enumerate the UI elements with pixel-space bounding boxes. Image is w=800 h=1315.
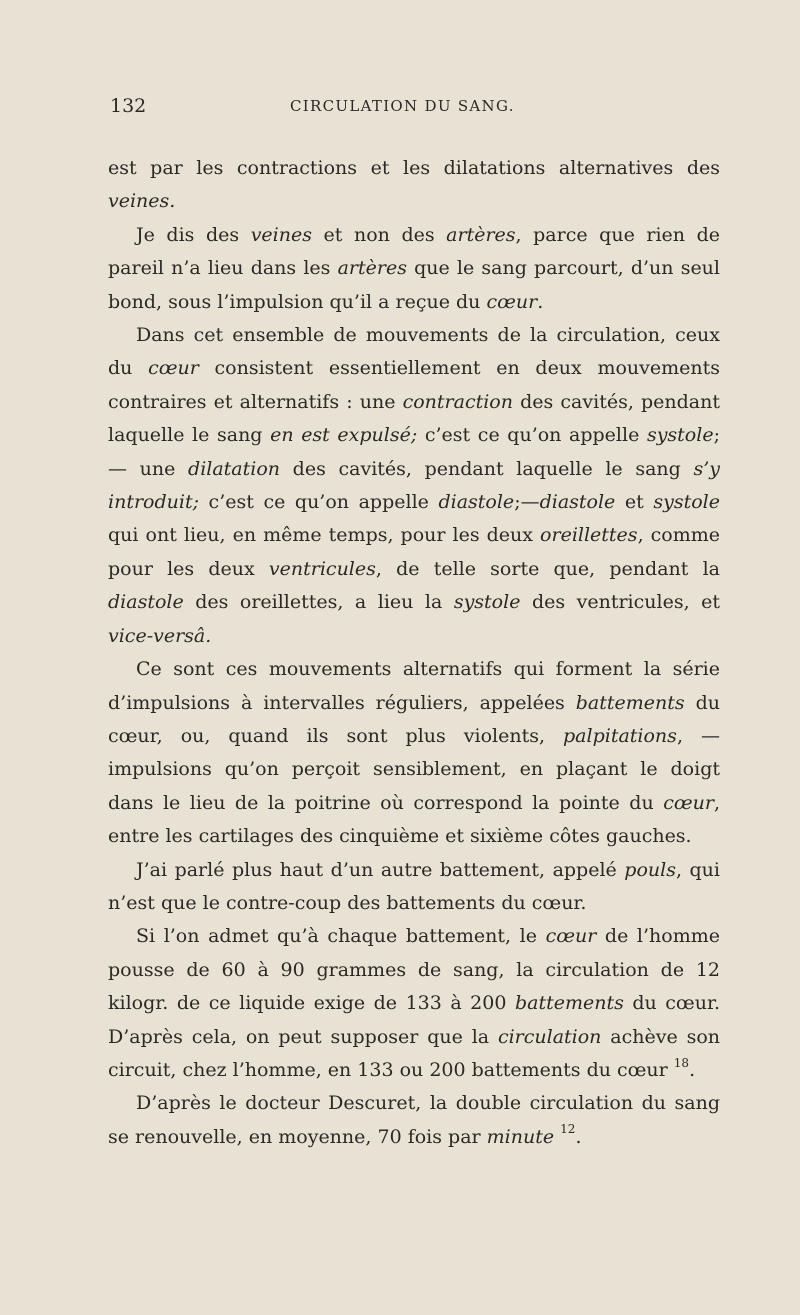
text-run: J’ai parlé plus haut d’un autre battement, appelé — [136, 858, 625, 881]
text-run: des cavités, pendant laquelle le sang — [108, 390, 720, 447]
italic-text: ventricules — [268, 557, 376, 580]
text-run: , entre les cartilages des cinquième et sixième côtes gauches. — [108, 791, 720, 848]
text-run: c’est ce qu’on appelle — [417, 424, 647, 447]
text-run: , de telle sorte que, pendant la — [375, 557, 720, 580]
footnote-marker: 18 — [673, 1055, 690, 1070]
text-run: D’après le docteur Descuret, la double circulation du sang se renouvelle, en moyenne, 70 fois par — [108, 1092, 720, 1148]
text-run: c’est ce qu’on appelle — [198, 491, 439, 514]
text-run: que le sang parcourt, d’un seul bond, sous l’impulsion qu’il a reçue du — [108, 257, 720, 313]
italic-text: artères — [337, 257, 407, 280]
body-text — [108, 152, 720, 1154]
italic-text: battements — [514, 992, 624, 1015]
text-run: achève son circuit, chez l’homme, en 133 ou 200 battements du cœur — [108, 1025, 720, 1081]
text-run: des oreillettes, a lieu la — [183, 591, 454, 614]
italic-text: cœur — [486, 290, 538, 313]
paragraph — [108, 653, 720, 853]
text-run: consistent essentiellement en deux mouvements contraires et alternatifs : une — [108, 357, 720, 413]
italic-text: diastole — [539, 491, 616, 514]
italic-text: systole — [646, 424, 714, 447]
italic-text: systole — [653, 491, 720, 514]
text-run: Dans cet ensemble de mouvements de la circulation, ceux du — [108, 324, 720, 380]
text-run: des ventricules, et — [520, 591, 720, 614]
text-run: ;— — [514, 491, 540, 514]
paragraph — [108, 1087, 720, 1154]
italic-text: dilatation — [188, 457, 281, 480]
paragraph — [108, 854, 720, 921]
text-run: . — [537, 290, 544, 313]
italic-text: cœur — [545, 925, 597, 948]
page-header — [110, 95, 720, 125]
paragraph — [108, 319, 720, 653]
text-run: Je dis des — [136, 223, 251, 246]
italic-text: cœur — [148, 357, 199, 380]
text-run: est par les contractions et les dilatations alternatives des — [108, 157, 720, 179]
italic-text: diastole — [108, 591, 184, 614]
text-run: ; — une — [108, 424, 720, 480]
text-run: . — [689, 1058, 696, 1081]
text-run: du cœur, ou, quand ils sont plus violents, — [108, 691, 720, 747]
paragraph — [108, 152, 720, 219]
text-run: qui ont lieu, en même temps, pour les deux — [108, 524, 541, 547]
text-run: , comme pour les deux — [108, 524, 721, 580]
italic-text: circulation — [497, 1025, 602, 1048]
text-run: , — impulsions qu’on perçoit sensiblement, en plaçant le doigt dans le lieu de la poitrine où correspond la pointe du — [108, 724, 720, 814]
italic-text: veines. — [108, 190, 176, 213]
paragraph — [108, 920, 720, 1087]
text-run: de l’homme pousse de 60 à 90 grammes de sang, la circulation de 12 kilogr. de ce liquide exige de 133 à 200 — [108, 925, 720, 1015]
italic-text: pouls — [624, 858, 676, 881]
text-run: des cavités, pendant laquelle le sang — [280, 457, 694, 480]
footnote-marker: 12 — [560, 1122, 576, 1137]
italic-text: vice-versâ. — [108, 624, 212, 647]
paragraph — [108, 219, 720, 319]
text-run: Si l’on admet qu’à chaque battement, le — [136, 925, 546, 948]
italic-text: contraction — [402, 390, 513, 413]
italic-text: palpitations — [563, 724, 677, 747]
text-run: et — [615, 491, 654, 514]
text-run: . — [575, 1125, 582, 1148]
italic-text: en est expulsé; — [270, 424, 418, 447]
text-run: Ce sont ces mouvements alternatifs qui forment la série d’impulsions à intervalles réguliers, appelées — [108, 658, 720, 714]
italic-text: battements — [575, 691, 685, 714]
running-title: CIRCULATION DU SANG. — [290, 97, 515, 115]
text-run: , qui n’est que le contre-coup des battements du cœur. — [108, 858, 720, 914]
text-run: , parce que rien de pareil n’a lieu dans les — [108, 223, 720, 280]
italic-text: minute — [486, 1125, 555, 1148]
text-run: et non des — [311, 223, 447, 246]
italic-text: s’y introduit; — [108, 457, 720, 514]
italic-text: veines — [250, 223, 312, 246]
italic-text: artères — [446, 223, 516, 246]
italic-text: systole — [453, 591, 521, 614]
page-number: 132 — [110, 95, 147, 117]
text-run: du cœur. D’après cela, on peut supposer que la — [108, 992, 720, 1048]
italic-text: diastole — [438, 491, 515, 514]
italic-text: cœur — [663, 791, 714, 814]
italic-text: oreillettes — [540, 524, 638, 547]
